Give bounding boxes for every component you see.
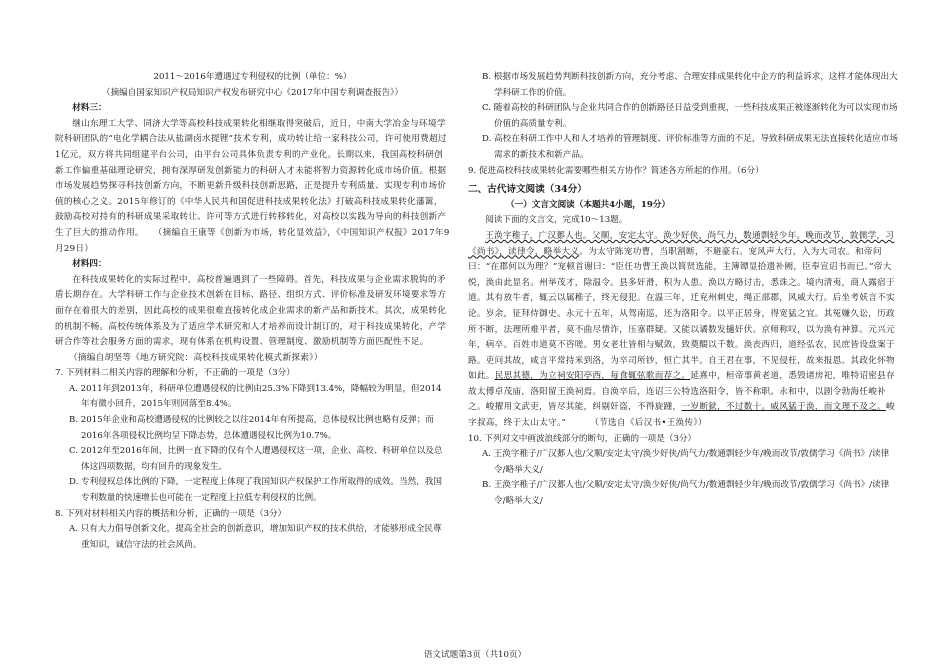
section-2-heading: 二、古代诗文阅读（34分） — [468, 184, 587, 196]
q8-option-d: D. 高校在科研工作中人和人才培养的管理制度、评价标准等方面的不足，导致科研成果无法直接转化适应市场需求的新技术和新产品。 — [482, 134, 898, 160]
question-7: 7. 下列材料二相关内容的理解和分析，不正确的一项是（3分） — [55, 368, 295, 379]
classical-passage: 王涣字稚子，广汉郪人也。父顺，安定太守。涣少好侠，尚气力，数通剽轻少年。晚而改节，敦儒学，习《尚书》，读律令，略举大义。为太守陈宠功曹，当职割断，不避豪右。宠风声大行，入为大司农。和帝问曰：“在郡何以为理？”宠顿首谢曰：“臣任功曹王涣以简贤选能，主簿镡显拾遗补阙，臣奉宣诏书而已。”帝大悦，涣由此显名。州举茂才，除温令。县多奸滑，积为人患。涣以方略讨击，悉诛之。境内清夷，商人露宿于道。其有放牛者，辄云以属稚子，终无侵犯。在温三年，迁兖州刺史，绳正部郡，风威大行。后坐考妖言不实论。岁余，征拜侍御史。永元十五年，从驾南巡，还为洛阳令。以平正居身，得宽猛之宜。其冤嫌久讼，历政所不断，法理所难平者，莫不曲尽情诈，压塞群疑。又能以谲数发擿奸伏。京师称叹，以为涣有神算。元兴元年，病卒。百姓市道莫不咨嗟。男女老壮皆相与赋敛，致奠醊以千数。涣丧西归，道经弘农，民庶皆设盘案于路。吏问其故，咸言平常持米到洛，为卒司所钞，恒亡其半。自王君在事，不见侵枉，故来报恩。其政化怀物如此。民思其德，为立祠安阳亭西，每食辄弦歌而荐之。延熹中，桓帝事黄老道，悉毁诸房祀，唯特诏密县存故太傅卓茂庙，洛阳留王涣祠焉。自涣卒后，连诏三公特选洛阳令，皆不称职。永和中，以剧令勃海任峻补之。峻擢用文武吏，皆尽其能，纠剔奸盗，不得旋踵，一岁断狱，不过数十。威风猛于涣，而文理不及之。峻字叔高，终于太山太守。” （节选自《后汉书•王涣传》） — [468, 230, 895, 429]
underlined-sentence-1: 民思其德，为立祠安阳亭西，每食辄弦歌而荐之。 — [494, 371, 691, 382]
q10-option-b: B. 王涣字稚子/广汉郪人也/父顺/安定太守/涣少好侠/尚气力/数通剽轻少年/晚而改节/敦儒学习《尚书》/读律令/略举大义/ — [482, 480, 890, 507]
q8-option-a: A. 只有大力倡导创新文化，提高全社会的创新意识，增加知识产权的技术供给，才能够形成全民尊重知识，诚信守法的社会风尚。 — [69, 524, 442, 550]
material-4-text: 在科技成果转化的实际过程中，高校普遍遇到了一些障碍。首先，科技成果与企业需求脱钩的矛盾长期存在。大学科研工作与企业技术创新在目标、路径、组织方式、评价标准及研发环境要求等方面存在着很大的差别，因此高校的成果很难直接转化成企业需求的新产品和新技术。其次，成果转化的机制不畅。高校传统体系及为了适应学术研究和人才培养而设计制订的，对于科技成果转化，产学研合作等社会服务方面的需求，现有体系在机构设置、管理制度、激励机制等方面匹配性不足。（摘编自胡坚等《地方研究院：高校科技成果转化模式新探索》） — [55, 274, 447, 363]
chart-source: （摘编自国家知识产权局知识产权发布研究中心《2017年中国专利调查报告》） — [101, 87, 404, 98]
question-8: 8. 下列对材料相关内容的概括和分析，正确的一项是（3分） — [55, 508, 287, 519]
underlined-sentence-2: 一岁断狱，不过数十。威风猛于涣，而文理不及之。 — [681, 402, 887, 413]
q7-option-a: A. 2011年到2013年，科研单位遭遇侵权的比例由25.3%下降到13.4%，降幅较为明显，但2014年有微小回升，2015年则回落至8.4%。 — [69, 383, 442, 410]
right-column — [468, 70, 898, 510]
q7-option-c: C. 2012年至2016年间，比例一直下降的仅有个人遭遇侵权这一项，企业、高校、科研单位以及总体这四项数据，均有回升的现象发生。 — [69, 446, 443, 472]
q7-option-b: B. 2015年企业和高校遭遇侵权的比例较之以往2014年有所提高，总体侵权比例也略有反弹；而2016年各项侵权比例均呈下降态势，总体遭遇侵权比例为10.7%。 — [69, 415, 434, 441]
wavy-underlined-end: 举大义 — [552, 246, 580, 257]
passage-source: （节选自《后汉书•王涣传》） — [590, 418, 707, 429]
left-column — [55, 70, 450, 553]
material-3-text: 继山东理工大学、同济大学等高校科技成果转化相继取得突破后，近日，中南大学冶金与环境学院科研团队的“电化学耦合法从盐湖卤水提锂”技术专利，成功转让给一家科技公司，许可使用费超过1亿元，双方将共同组建平台公司，由平台公司具体负责专利的产业化。长期以来，我国高校科研创新工作偏重基础理论研究，拥有深厚研发创新能力的科研人才未能将智力资源转化成市场价值。根据市场发展趋势探寻科技创新方向，不断更新升级科技创新思路，正是提升专利质量、实现专利市场价值的核心之义。2015年修订的《中华人民共和国促进科技成果转化法》打破高科技成果转化藩篱，鼓励高校对持有的科研成果采取转让、许可等方式进行转移转化，对高校以实践为导向的科技创新产生了巨大的推动作用。 （摘编自王康等《创新为市场，转化显效益》，《中国知识产权报》2017年9月29日） — [55, 118, 450, 254]
page-footer: 语文试题第3页（共10页） — [423, 650, 527, 660]
question-9: 9. 促进高校科技成果转化需要哪些相关方协作？简述各方所起的作用。（6分） — [468, 165, 764, 176]
chart-title: 2011～2016年遭遇过专利侵权的比例（单位：%） — [153, 72, 352, 82]
reading-instruction: 阅读下面的文言文，完成10～13题。 — [485, 215, 628, 226]
material-3-heading: 材料三： — [72, 103, 107, 114]
q8-option-c: C. 随着高校的科研团队与企业共同合作的创新路径日益受到重视，一些科技成果正被逐渐转化为可以实现市场价值的高质量专利。 — [482, 103, 898, 129]
q8-option-b: B. 根据市场发展趋势判断科技创新方向，充分考虑、合理安排成果转化中企方的利益诉求，这样才能体现出大学科研工作的价值。 — [482, 72, 898, 98]
q7-option-d: D. 专利侵权总体比例的下降，一定程度上体现了我国知识产权保护工作所取得的成效。当然，我国专利数量的快速增长也可能在一定程度上拉低专利侵权的比例。 — [69, 477, 442, 504]
question-10: 10. 下列对文中画波浪线部分的断句，正确的一项是（3分） — [468, 433, 697, 444]
wavy-underlined-text: 王涣字稚子，广汉郪人也。父顺，安定太守。涣少好侠，尚气力，数通剽轻少年。晚而改节，敦儒学，习《尚书》，读律令，略 — [468, 230, 895, 257]
material-4-heading: 材料四： — [72, 259, 107, 270]
q10-option-a: A. 王涣字稚子/广汉郪人也/父顺/安定太守/涣少好侠/尚气力/数通剽轻少年/晚而改节/敦儒学习《尚书》/读律令/略举大义/ — [482, 449, 890, 475]
subsection-1-heading: （一）文言文阅读（本题共4小题，19分） — [506, 199, 671, 210]
